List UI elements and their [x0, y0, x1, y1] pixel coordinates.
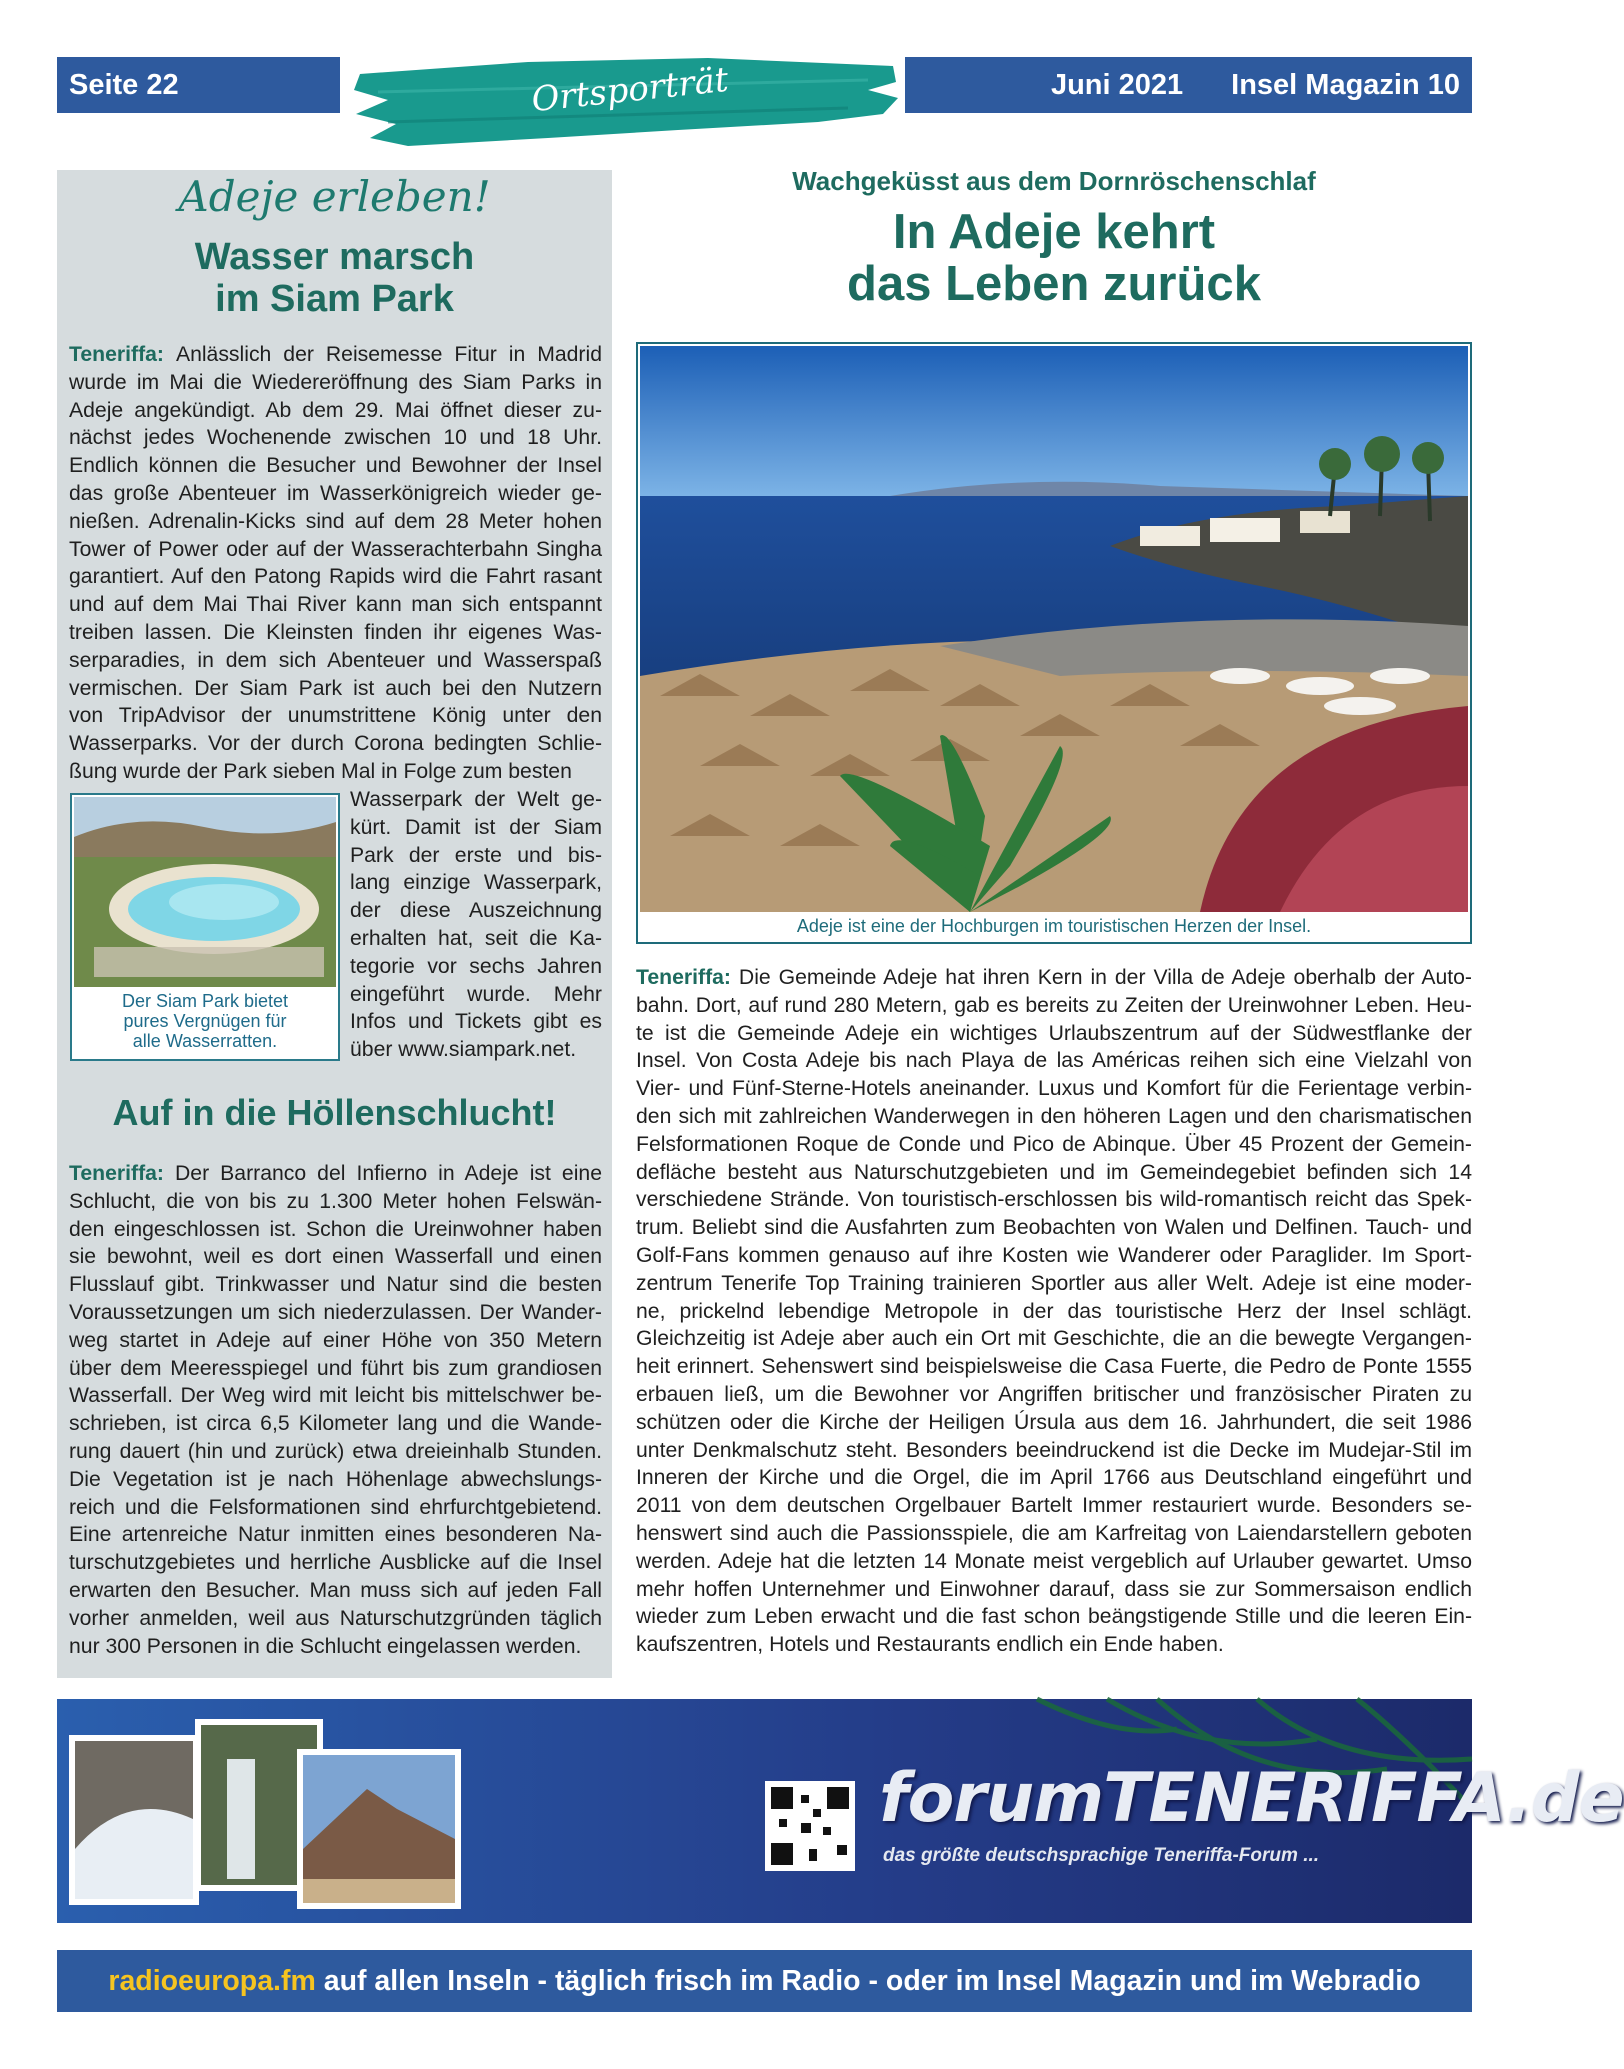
caption-line: Der Siam Park bietet — [121, 991, 289, 1011]
text-line: Tower of Power oder auf der Wasserachterbahn Singha — [69, 537, 602, 561]
text-line: serparadies, in dem sich Abenteuer und Wasserspaß — [69, 648, 602, 672]
text-line: lang einzige Wasserpark, — [350, 871, 602, 895]
text-line: kürt. Damit ist der Siam — [350, 815, 602, 839]
caption-line: alle Wasserratten. — [132, 1031, 278, 1051]
siam-photo-caption — [74, 991, 336, 1051]
text-line: treiben lassen. Die Kleinsten finden ihr eigenes Was- — [69, 620, 602, 644]
text-line: turschutzgebietes und herrliche Ausblicke auf die Insel — [69, 1551, 602, 1575]
sidebar-headline — [57, 236, 612, 320]
sidebar-kicker: Adeje erleben! — [178, 172, 491, 221]
text-line: te ist die Gemeinde Adeje ein wichtiges Urlaubszentrum auf der Südwestflanke der — [636, 1021, 1472, 1045]
banner-tagline: das größte deutschsprachige Teneriffa-Forum ... — [883, 1845, 1320, 1866]
text-line: den eingeschlossen ist. Schon die Ureinwohner haben — [69, 1217, 602, 1241]
article-lead: Teneriffa: — [636, 966, 739, 989]
forum-advert-banner[interactable] — [57, 1699, 1624, 1923]
text-line: eingeführt wurde. Mehr — [350, 982, 602, 1006]
siam-article-text — [69, 341, 602, 786]
issue-info — [905, 57, 1472, 113]
text-line: ßung wurde der Park sieben Mal in Folge zum besten — [69, 759, 572, 783]
text-line: schützen oder die Kirche der Heiligen Úrsula aus dem 16. Jahrhundert, die seit 1986 — [636, 1410, 1472, 1434]
text-line: 2011 von dem deutschen Orgelbauer Bartelt Immer restauriert wurde. Besonders se- — [636, 1494, 1472, 1518]
text-line: henswert sind auch die Passionsspiele, die am Karfreitag von Laiendarstellern geboten — [636, 1521, 1472, 1545]
text-line: und auf dem Mai Thai River kann man sich entspannt — [69, 593, 602, 617]
text-line: Wasserparks. Vor der durch Corona bedingten Schlie- — [69, 732, 602, 756]
text-line: über dem Meeresspiegel und führt bis zum grandiosen — [69, 1356, 602, 1380]
issue-title: Insel Magazin 10 — [1231, 69, 1460, 101]
text-line: sie bewohnt, weil es dort einen Wasserfall und einen — [69, 1245, 602, 1269]
text-line-content: Die Gemeinde Adeje hat ihren Kern in der Villa de Adeje oberhalb der Auto- — [738, 966, 1472, 989]
text-line: Voraussetzungen um sich niederzulassen. Der Wander- — [69, 1300, 602, 1324]
text-line: erbauen ließ, um die Bewohner vor Angriffen britischer und französischer Piraten zu — [636, 1382, 1472, 1406]
text-line: garantiert. Auf den Patong Rapids wird die Fahrt rasant — [69, 565, 602, 589]
text-line: tegorie vor sechs Jahren — [350, 954, 602, 978]
banner-brand[interactable]: forumTENERIFFA.de — [879, 1759, 1624, 1838]
caption-line: pures Vergnügen für — [123, 1011, 287, 1031]
text-line: Golf-Fans kommen genauso auf ihre Kosten wie Wanderer oder Paraglider. Im Sport- — [636, 1243, 1472, 1267]
text-line: heit erinnert. Sehenswert sind beispielsweise die Casa Fuerte, die Pedro de Ponte 1555 — [636, 1355, 1472, 1379]
text-line: vorher anmelden, weil aus Naturschutzgründen täglich — [69, 1606, 602, 1630]
text-line: bahn. Dort, auf rund 280 Metern, gab es bereits zu Zeiten der Ureinwohner Leben. Heu- — [636, 993, 1472, 1017]
text-line: weg startet in Adeje auf einer Höhe von 350 Metern — [69, 1328, 602, 1352]
text-line: wurde im Mai die Wiedereröffnung des Siam Parks in — [69, 370, 602, 394]
sidebar-headline-line: Wasser marsch — [194, 236, 475, 278]
text-line: erhalten hat, seit die Ka- — [350, 926, 602, 950]
sidebar-headline-line: im Siam Park — [215, 278, 454, 320]
banner-photo-3 — [297, 1749, 461, 1909]
main-photo-caption: Adeje ist eine der Hochburgen im touristischen Herzen der Insel. — [796, 916, 1312, 936]
text-line: Endlich können die Besucher und Bewohner der Insel — [69, 454, 602, 478]
text-line: Wasserpark der Welt ge- — [350, 788, 602, 811]
text-line — [69, 1160, 602, 1188]
footer-text: auf allen Inseln - täglich frisch im Radio - oder im Insel Magazin und im Webradio — [315, 1965, 1421, 1997]
adeje-article-text — [636, 964, 1472, 1659]
text-line: nur 300 Personen in die Schlucht eingelassen werden. — [69, 1634, 582, 1658]
text-line: wieder zum Leben erwacht und die fast schon beängstigende Stille und die leeren Ein- — [636, 1605, 1472, 1629]
text-line: Schlucht, die von bis zu 1.300 Meter hohen Felswän- — [69, 1189, 602, 1213]
section-label: Ortsporträt — [529, 59, 731, 121]
text-line: reich und die Felsformationen sind ehrfurchtgebietend. — [69, 1495, 602, 1519]
text-line: rung dauert (hin und zurück) etwa dreieinhalb Stunden. — [69, 1439, 602, 1463]
text-line: kaufszentren, Hotels und Restaurants endlich ein Ende haben. — [636, 1633, 1224, 1657]
text-line: schrieben, ist circa 6,5 Kilometer lang und die Wande- — [69, 1412, 602, 1436]
text-line: Inneren der Kirche und die Orgel, die im April 1766 aus Deutschland eingeführt und — [636, 1466, 1472, 1490]
text-line: Die Vegetation ist je nach Höhenlage abwechslungs- — [69, 1467, 602, 1491]
text-line: Adeje angekündigt. Ab dem 29. Mai öffnet dieser zu- — [69, 398, 602, 422]
text-line: das große Abenteuer im Wasserkönigreich wieder ge- — [69, 481, 602, 505]
text-line: Insel. Von Costa Adeje bis nach Playa de las Américas reihen sich eine Vielzahl von — [636, 1049, 1472, 1073]
text-line: Infos und Tickets gibt es — [350, 1010, 602, 1034]
text-line: Park der erste und bis- — [350, 843, 602, 867]
text-line: erwarten den Besucher. Man muss sich auf jeden Fall — [69, 1578, 602, 1602]
text-line: zentrum Tenerife Top Training trainieren Sportler aus aller Welt. Adeje ist eine moder- — [636, 1271, 1472, 1295]
text-line: nächst jedes Wochenende zwischen 10 und 18 Uhr. — [69, 426, 602, 450]
text-line: mehr hoffen Unternehmer und Einwohner darauf, dass sie zur Sommersaison endlich — [636, 1577, 1472, 1601]
text-line: den sich mit zahlreichen Wanderwegen in den höheren Lagen und den charismatischen — [636, 1104, 1472, 1128]
text-line: Eine artenreiche Natur inmitten eines besonderen Na- — [69, 1523, 602, 1547]
text-line: über www.siampark.net. — [350, 1038, 577, 1062]
siam-park-photo — [70, 793, 340, 1061]
text-line: Wasserfall. Der Weg wird mit leicht bis mittelschwer be- — [69, 1384, 602, 1408]
text-line-content: Der Barranco del Infierno in Adeje ist eine — [175, 1162, 602, 1185]
siam-article-text-wrap — [350, 786, 602, 1064]
hiking-article-text — [69, 1160, 602, 1660]
text-line: nießen. Adrenalin-Kicks sind auf dem 28 Meter hohen — [69, 509, 602, 533]
adeje-beach-photo — [636, 342, 1472, 944]
article-lead: Teneriffa: — [69, 1162, 175, 1185]
text-line: unter Denkmalschutz steht. Besonders beeindruckend ist die Decke im Mudejar-Stil im — [636, 1438, 1472, 1462]
text-line: Vier- und Fünf-Sterne-Hotels aneinander. Luxus und Komfort für die Ferientage verbin- — [636, 1077, 1472, 1101]
text-line: Gleichzeitig ist Adeje aber auch ein Ort mit Geschichte, die an die bewegte Vergangen- — [636, 1327, 1472, 1351]
text-line: defläche besteht aus Naturschutzgebieten und im Gemeindegebiet befinden sich 14 — [636, 1160, 1472, 1184]
text-line: der diese Auszeichnung — [350, 899, 602, 923]
banner-photo-1 — [69, 1735, 199, 1905]
page-number: Seite 22 — [57, 57, 340, 113]
main-headline — [636, 206, 1472, 310]
text-line-content: Anlässlich der Reisemesse Fitur in Madrid — [175, 343, 602, 366]
text-line — [636, 964, 1472, 992]
qr-code-icon — [765, 1781, 855, 1871]
text-line: vermischen. Der Siam Park ist auch bei den Nutzern — [69, 676, 602, 700]
text-line: trum. Beliebt sind die Ausfahrten zum Beobachten von Walen und Delfinen. Tauch- und — [636, 1216, 1472, 1240]
text-line: von TripAdvisor der unumstrittene König unter den — [69, 704, 602, 728]
siam-park-image — [74, 797, 336, 987]
text-line: ne, prickelnd lebendige Metropole in der das touristische Herz der Insel schlägt. — [636, 1299, 1472, 1323]
main-kicker: Wachgeküsst aus dem Dornröschenschlaf — [792, 166, 1316, 196]
main-headline-line: das Leben zurück — [847, 257, 1261, 311]
hiking-headline: Auf in die Höllenschlucht! — [112, 1092, 557, 1133]
text-line — [69, 341, 602, 369]
text-line: Flusslauf gibt. Trinkwasser und Natur sind die besten — [69, 1273, 602, 1297]
text-line: werden. Adeje hat die letzten 14 Monate meist vergeblich auf Urlauber gewartet. Umso — [636, 1549, 1472, 1573]
footer-strip — [57, 1950, 1472, 2012]
text-line: verschiedene Strände. Von touristisch-erschlossen bis wild-romantisch reicht das Spek- — [636, 1188, 1472, 1212]
main-headline-line: In Adeje kehrt — [892, 205, 1216, 259]
text-line: Felsformationen Roque de Conde und Pico de Abinque. Über 45 Prozent der Gemein- — [636, 1132, 1472, 1156]
article-lead: Teneriffa: — [69, 343, 176, 366]
issue-date: Juni 2021 — [1050, 69, 1184, 101]
adeje-beach-image — [640, 346, 1468, 912]
radio-link[interactable]: radioeuropa.fm — [108, 1965, 316, 1997]
